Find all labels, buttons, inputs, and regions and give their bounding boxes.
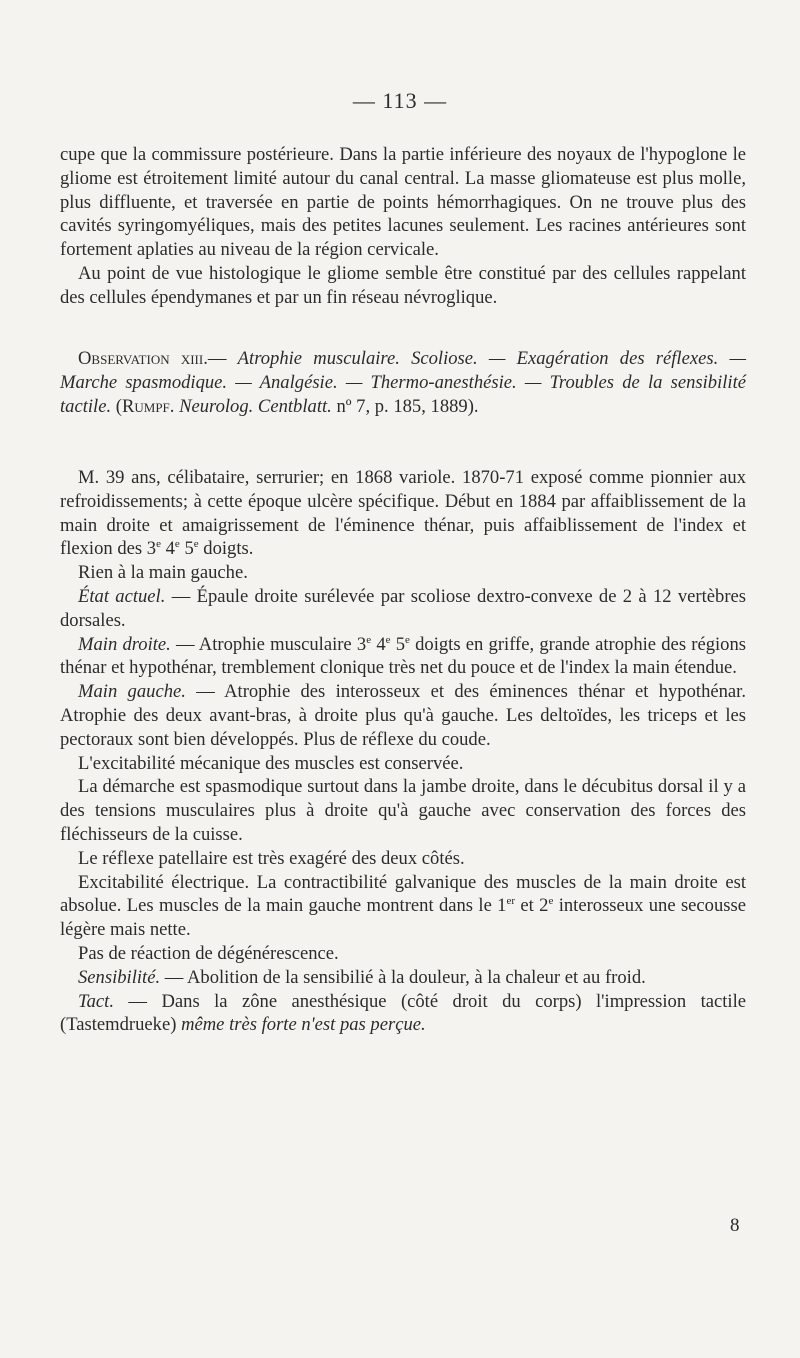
rh-finger-4-sup: e [385,633,391,646]
tact-label: Tact. [78,990,114,1012]
sensibility-paragraph [60,966,746,990]
intro-paragraph-2: Au point de vue histologique le gliome semble être constitué par des cellules rappelant des cellules épendymanes et par un fin réseau névroglique. [60,262,746,308]
observation-dash: — [207,348,238,369]
page-number: — 113 — [352,88,448,113]
intro-paragraph-1: cupe que la commissure postérieure. Dans la partie inférieure des noyaux de l'hypoglone le gliome est étroitement limité autour du canal central. La masse gliomateuse est plus molle, plus diffluente, et traversée en partie de points hémorrhagiques. On ne trouve plus des cavités syringomyéliques, mais des petites lacunes seulement. Les racines antérieures sont fortement aplaties au niveau de la région cervicale. [60,144,746,261]
observation-heading [60,347,746,418]
observation-number: xiii. [180,348,208,369]
finger-3-sup: e [156,538,161,551]
case-body [60,466,746,1037]
observation-title-paragraph [60,347,746,418]
current-state-text: — Épaule droite surélevée par scoliose dextro-convexe de 2 à 12 vertèbres dorsales. [60,585,747,631]
left-hand-normal-paragraph: Rien à la main gauche. [78,562,248,584]
left-hand-text: — Atrophie des interosseux et des éminences thénar et hypothénar. Atrophie des deux avant-bras, à droite plus qu'à gauche. Les deltoïdes, les triceps et les pectoraux sont bien développés. Plus de réflexe du coude. [60,681,746,750]
rh-finger-5: 5 [395,633,406,655]
finger-3: 3 [146,538,157,560]
observation-title: Atrophie musculaire. Scoliose. — Exagération des réflexes. — Marche spasmodique. — Analgésie. — Thermo-anesthésie. — Troubles de la sensibilité tactile. [60,348,746,417]
electrical-text-a: Excitabilité électrique. La contractibilité galvanique des muscles de la main droite est absolue. Les muscles de la main gauche montrent dans le [60,871,746,917]
right-hand-text-b: doigts en griffe, grande atrophie des régions thénar et hypothénar, tremblement clonique très net du pouce et de l'index la main étendue. [60,633,746,679]
right-hand-paragraph [60,633,746,681]
left-hand-paragraph [60,680,746,751]
degeneration-paragraph: Pas de réaction de dégénérescence. [78,942,339,964]
intro-section [60,143,746,310]
electrical-and: et [515,895,540,917]
finger-4-sup: e [174,538,180,551]
right-hand-text-a: — Atrophie musculaire [170,633,357,655]
second-interosseous: 2 [539,895,549,917]
finger-5: 5 [184,538,194,560]
case-history-text: M. 39 ans, célibataire, serrurier; en 1868 variole. 1870-71 exposé comme pionnier aux refroidissements; à cette époque ulcère spécifique. Début en 1884 par affaiblissement de la main droite et amaigrissement de l'éminence thénar, puis affaiblissement de l'index et flexion des [60,467,746,560]
case-history-tail: doigts. [198,538,254,560]
finger-5-sup: e [193,538,199,551]
left-hand-label: Main gauche. [78,681,186,703]
observation-label: Observation [78,348,170,369]
rh-finger-3-sup: e [366,633,372,646]
signature-mark: 8 [730,1215,740,1236]
sensibility-label: Sensibilité. [78,966,161,988]
first-interosseous: 1 [497,895,507,917]
current-state-label: État actuel. [78,585,166,607]
tact-paragraph [60,990,746,1038]
patellar-reflex-paragraph: Le réflexe patellaire est très exagéré des deux côtés. [78,847,465,869]
case-history-paragraph [60,466,746,561]
tact-italic: même très forte n'est pas perçue. [181,1014,426,1036]
sensibility-text: — Abolition de la sensibilié à la douleur, à la chaleur et au froid. [160,966,646,988]
electrical-text-b: interosseux une secousse légère mais nette. [60,895,747,941]
tact-text: — Dans la zône anesthésique (côté droit du corps) l'impression tactile (Tastemdrueke) [60,990,746,1036]
finger-4: 4 [165,538,175,560]
current-state-paragraph [60,585,746,633]
rh-finger-4: 4 [376,633,386,655]
second-sup: e [548,895,554,908]
rh-finger-3: 3 [356,633,367,655]
electrical-excitability-paragraph [60,871,746,942]
mechanical-excitability-paragraph: L'excitabilité mécanique des muscles est conservée. [78,752,464,774]
observation-ref-author: Rumpf. [121,395,175,417]
first-sup: er [506,895,516,908]
gait-paragraph: La démarche est spasmodique surtout dans la jambe droite, dans le décubitus dorsal il y a des tensions musculaires plus à droite qu'à gauche avec conservation des forces des fléchisseurs de la cuisse. [60,776,746,845]
observation-ref-detail: nº 7, p. 185, 1889). [331,395,479,417]
rh-finger-5-sup: e [405,633,410,646]
observation-ref-journal: Neurolog. Centblatt. [174,395,332,417]
right-hand-label: Main droite. [78,633,171,655]
observation-ref-open: ( [111,395,122,417]
